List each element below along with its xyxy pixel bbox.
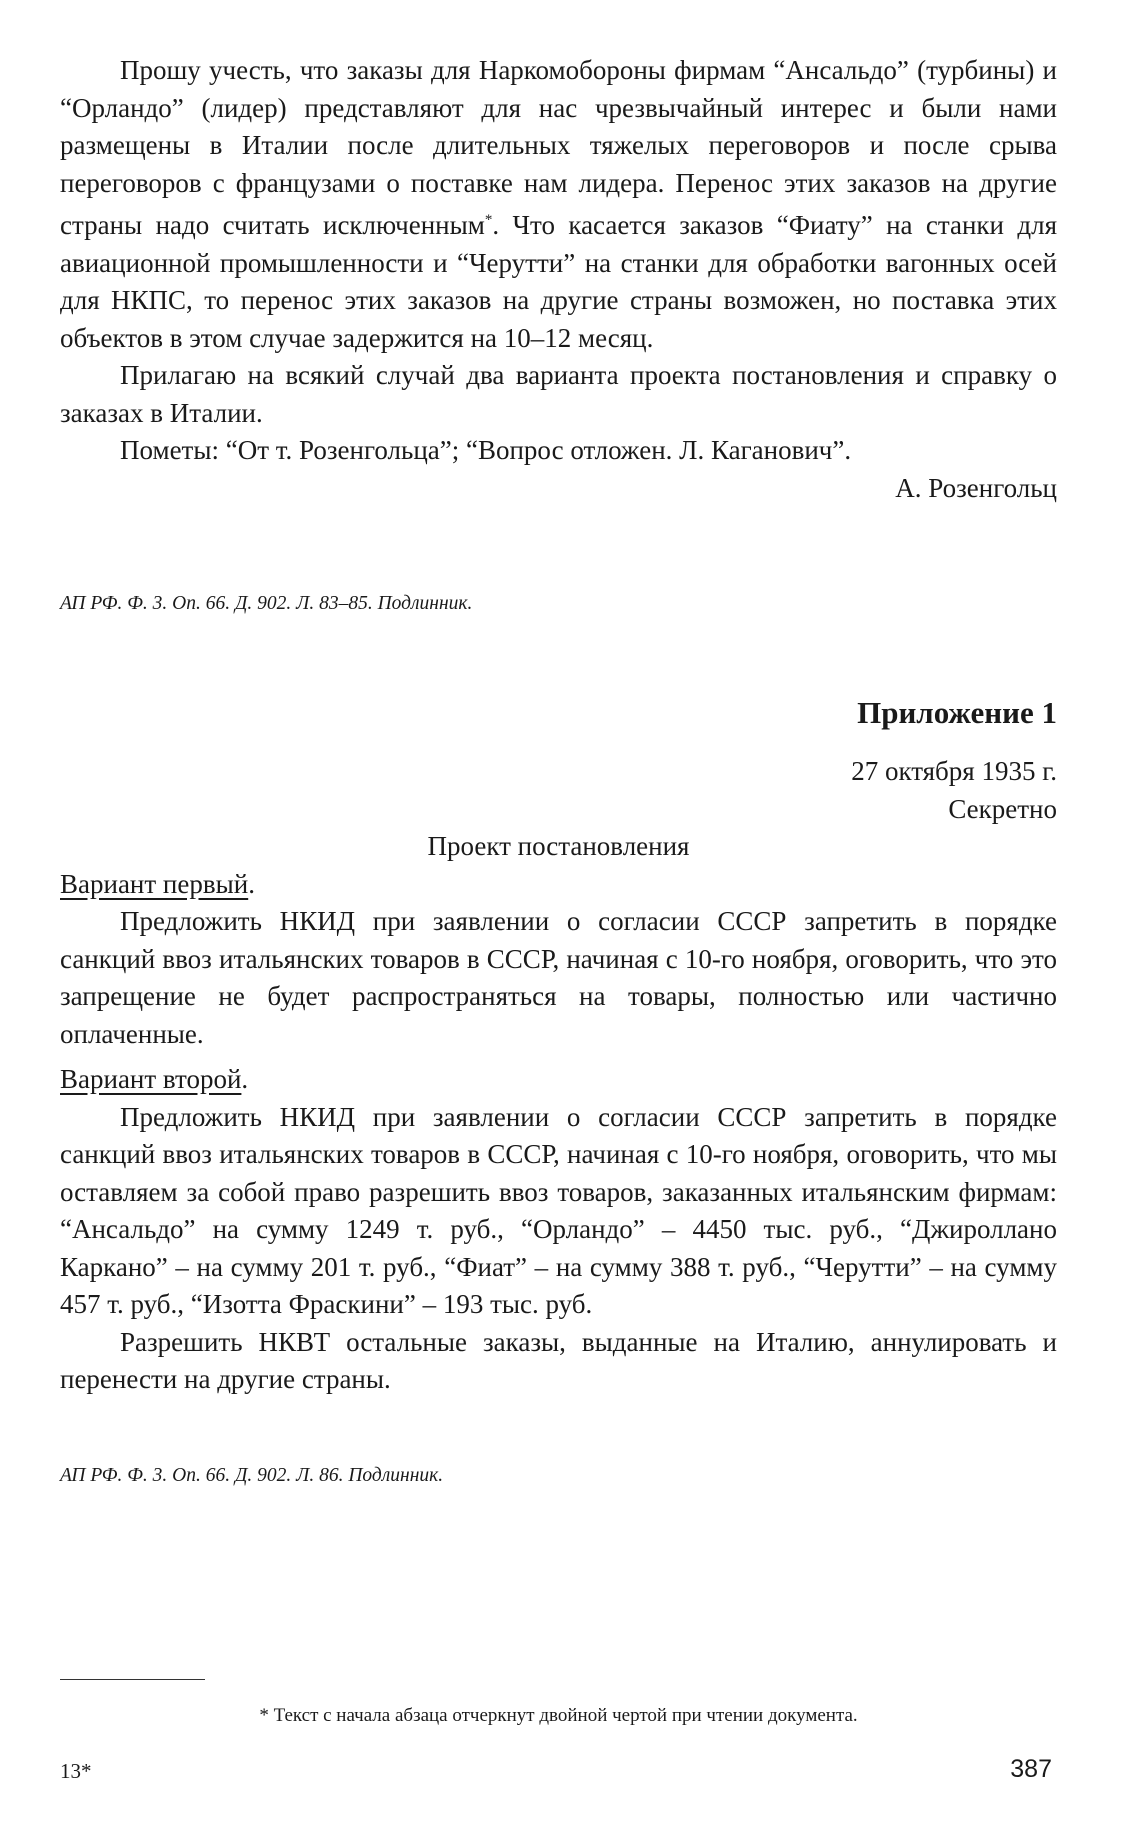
footnote: * Текст с начала абзаца отчеркнут двойной чертой при чтении документа. bbox=[259, 1705, 858, 1726]
appendix-date: 27 октября 1935 г. bbox=[851, 756, 1057, 786]
variant-1-label: Вариант первый bbox=[60, 868, 249, 899]
letter-body bbox=[60, 52, 1057, 507]
page-number: 387 bbox=[1010, 1755, 1052, 1783]
letter-paragraph-2: Прилагаю на всякий случай два варианта проекта постановления и справку о заказах в Италии. bbox=[60, 360, 1057, 428]
letter-paragraph-1: Прошу учесть, что заказы для Наркомобороны фирмам “Ансальдо” (турбины) и “Орландо” (лидер) представляют для нас чрезвычайный интерес и были нами размещены в Италии после длительных тяжелых переговоров и после срыва переговоров с французами о поставке нам лидера. Перенос этих заказов на другие страны надо считать исключенным*. Что касается заказов “Фиату” на станки для авиационной промышленности и “Черутти” на станки для обработки вагонных осей для НКПС, то перенос этих заказов на другие страны возможен, но поставка этих объектов в этом случае задержится на 10–12 месяц. bbox=[60, 55, 1058, 353]
appendix-closing: Разрешить НКВТ остальные заказы, выданные на Италию, аннулировать и перенести на другие страны. bbox=[60, 1326, 1057, 1394]
signature-mark: 13* bbox=[60, 1759, 92, 1783]
appendix-source: АП РФ. Ф. 3. Оп. 66. Д. 902. Л. 86. Подлинник. bbox=[60, 1465, 444, 1486]
appendix-title: Проект постановления bbox=[427, 831, 690, 861]
letter-source-block bbox=[60, 591, 1057, 617]
variant-2-heading: Вариант второй. bbox=[60, 1064, 249, 1094]
appendix-source-block bbox=[60, 1463, 1057, 1489]
variant-2-text: Предложить НКИД при заявлении о согласии СССР запретить в порядке санкций ввоз итальянских товаров в СССР, начиная с 10-го ноября, оговорить, что мы оставляем за собой право разрешить ввоз товаров, заказанных итальянским фирмам: “Ансальдо” на сумму 1249 т. руб., “Орландо” – 4450 тыс. руб., “Джироллано Каркано” – на сумму 201 т. руб., “Фиат” – на сумму 388 т. руб., “Черутти” – на сумму 457 т. руб., “Изотта Фраскини” – 193 тыс. руб. bbox=[60, 1101, 1057, 1319]
appendix-classification: Секретно bbox=[948, 793, 1057, 824]
appendix bbox=[60, 693, 1057, 1399]
variant-1-text: Предложить НКИД при заявлении о согласии СССР запретить в порядке санкций ввоз итальянских товаров в СССР, начиная с 10-го ноября, оговорить, что это запрещение не будет распространяться на товары, полностью или частично оплаченные. bbox=[60, 906, 1057, 1049]
letter-remarks: Пометы: “От т. Розенгольца”; “Вопрос отложен. Л. Каганович”. bbox=[120, 435, 852, 465]
letter-source: АП РФ. Ф. 3. Оп. 66. Д. 902. Л. 83–85. Подлинник. bbox=[60, 593, 473, 614]
letter-signature: А. Розенгольц bbox=[895, 472, 1057, 503]
footnote-divider bbox=[60, 1679, 205, 1680]
appendix-heading: Приложение 1 bbox=[857, 695, 1057, 730]
footnote-marker: * bbox=[484, 212, 493, 228]
variant-2-label: Вариант второй bbox=[60, 1064, 242, 1094]
variant-1-heading: Вариант первый. bbox=[60, 868, 255, 899]
